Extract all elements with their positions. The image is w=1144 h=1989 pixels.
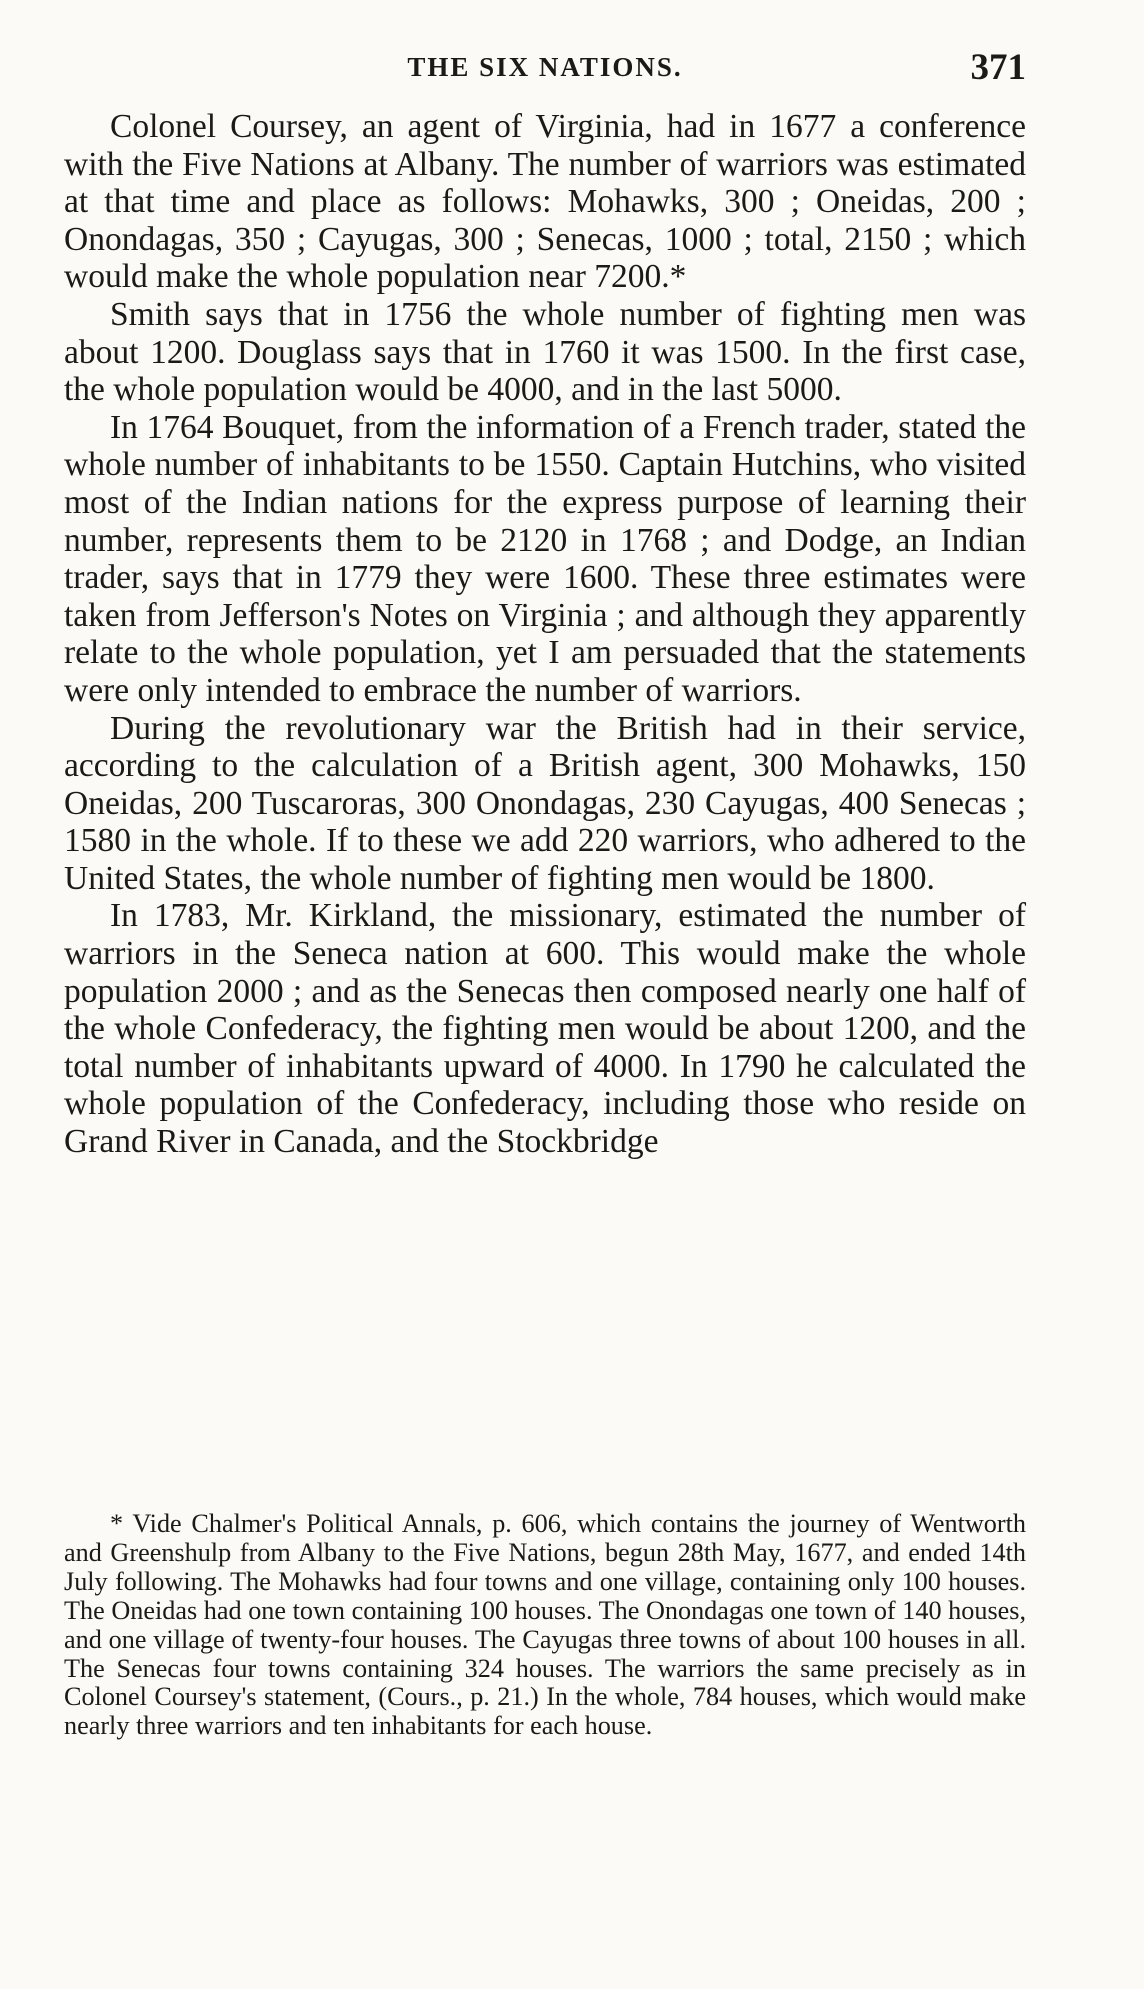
footnote: * Vide Chalmer's Political Annals, p. 606, which contains the journey of Wentworth and Greenshulp from Albany to the Five Nations, begun 28th May, 1677, and ended 14th July following. The Mohawks had four towns and one village, containing only 100 houses. The Oneidas had one town containing 100 houses. The Onondagas one town of 140 houses, and one village of twenty-four houses. The Cayugas three towns of about 100 houses in all. The Senecas four towns containing 324 houses. The warriors the same precisely as in Colonel Coursey's statement, (Cours., p. 21.) In the whole, 784 houses, which would make nearly three warriors and ten inhabitants for each house. xyxy=(64,1509,1026,1741)
body-text xyxy=(64,108,1026,1161)
paragraph-4: During the revolutionary war the British had in their service, according to the calculation of a British agent, 300 Mohawks, 150 Oneidas, 200 Tuscaroras, 300 Onondagas, 230 Cayugas, 400 Senecas ; 1580 in the whole. If to these we add 220 warriors, who adhered to the United States, the whole number of fighting men would be 1800. xyxy=(64,709,1026,897)
running-head: THE SIX NATIONS. xyxy=(407,52,683,82)
paragraph-5: In 1783, Mr. Kirkland, the missionary, estimated the number of warriors in the Seneca nation at 600. This would make the whole population 2000 ; and as the Senecas then composed nearly one half of the whole Confederacy, the fighting men would be about 1200, and the total number of inhabitants upward of 4000. In 1790 he calculated the whole population of the Confederacy, including those who reside on Grand River in Canada, and the Stockbridge xyxy=(64,897,1026,1161)
paragraph-3: In 1764 Bouquet, from the information of a French trader, stated the whole number of inhabitants to be 1550. Captain Hutchins, who visited most of the Indian nations for the express purpose of learning their number, represents them to be 2120 in 1768 ; and Dodge, an Indian trader, says that in 1779 they were 1600. These three estimates were taken from Jefferson's Notes on Virginia ; and although they apparently relate to the whole population, yet I am persuaded that the statements were only intended to embrace the number of warriors. xyxy=(64,408,1026,709)
paragraph-1: Colonel Coursey, an agent of Virginia, had in 1677 a conference with the Five Nations at Albany. The number of warriors was estimated at that time and place as follows: Mohawks, 300 ; Oneidas, 200 ; Onondagas, 350 ; Cayugas, 300 ; Senecas, 1000 ; total, 2150 ; which would make the whole population near 7200.* xyxy=(64,108,1026,296)
page-header xyxy=(64,46,1026,94)
paragraph-2: Smith says that in 1756 the whole number of fighting men was about 1200. Douglass says that in 1760 it was 1500. In the first case, the whole population would be 4000, and in the last 5000. xyxy=(64,295,1026,409)
page-number: 371 xyxy=(970,47,1026,88)
